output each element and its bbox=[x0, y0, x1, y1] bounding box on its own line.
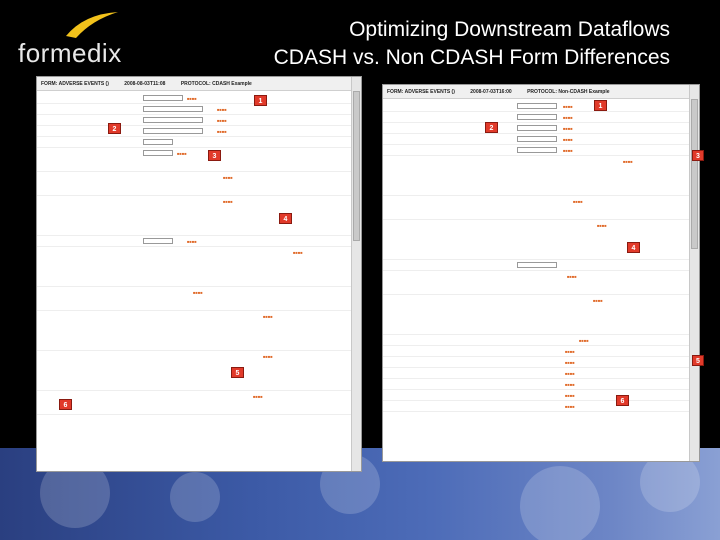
form-field[interactable] bbox=[517, 103, 557, 109]
field-tag: ■■■■ bbox=[573, 199, 583, 204]
form-row bbox=[37, 287, 351, 311]
form-field[interactable] bbox=[517, 147, 557, 153]
callout-left-5: 5 bbox=[231, 367, 244, 378]
form-field[interactable] bbox=[143, 95, 183, 101]
field-tag: ■■■■ bbox=[565, 393, 575, 398]
callout-left-3: 3 bbox=[208, 150, 221, 161]
callout-left-4: 4 bbox=[279, 213, 292, 224]
field-tag: ■■■■ bbox=[563, 115, 573, 120]
form-field[interactable] bbox=[517, 262, 557, 268]
form-row bbox=[383, 390, 689, 401]
non-cdash-form-content bbox=[383, 85, 689, 461]
field-tag: ■■■■ bbox=[563, 104, 573, 109]
non-cdash-form-header bbox=[383, 85, 689, 99]
callout-left-1: 1 bbox=[254, 95, 267, 106]
field-tag: ■■■■ bbox=[253, 394, 263, 399]
form-row bbox=[37, 311, 351, 351]
cdash-form-panel bbox=[36, 76, 362, 472]
form-row bbox=[37, 126, 351, 137]
field-tag: ■■■■ bbox=[565, 371, 575, 376]
field-tag: ■■■■ bbox=[563, 148, 573, 153]
callout-right-4: 4 bbox=[627, 242, 640, 253]
form-row bbox=[383, 335, 689, 346]
field-tag: ■■■■ bbox=[217, 118, 227, 123]
field-tag: ■■■■ bbox=[579, 338, 589, 343]
form-row bbox=[37, 115, 351, 126]
callout-right-3: 3 bbox=[692, 150, 704, 161]
form-row bbox=[383, 401, 689, 412]
slide-title bbox=[274, 16, 670, 72]
form-row bbox=[383, 379, 689, 390]
form-field[interactable] bbox=[517, 136, 557, 142]
title-line-1: Optimizing Downstream Dataflows bbox=[349, 18, 670, 41]
form-row bbox=[383, 145, 689, 156]
field-tag: ■■■■ bbox=[217, 107, 227, 112]
formedix-logo bbox=[18, 10, 138, 68]
callout-right-1: 1 bbox=[594, 100, 607, 111]
field-tag: ■■■■ bbox=[217, 129, 227, 134]
form-row bbox=[383, 260, 689, 271]
form-field[interactable] bbox=[143, 106, 203, 112]
footer-decoration bbox=[170, 472, 220, 522]
form-row bbox=[37, 148, 351, 172]
form-row bbox=[383, 271, 689, 295]
logo-swoosh-icon bbox=[62, 10, 122, 40]
field-tag: ■■■■ bbox=[597, 223, 607, 228]
cdash-form-scroll-thumb[interactable] bbox=[353, 91, 360, 241]
field-tag: ■■■■ bbox=[593, 298, 603, 303]
field-tag: ■■■■ bbox=[565, 360, 575, 365]
form-row bbox=[37, 104, 351, 115]
form-row bbox=[383, 196, 689, 220]
cdash-form-protocol: PROTOCOL: CDASH Example bbox=[180, 81, 252, 87]
cdash-form-date: 2008-08-03T11:08 bbox=[124, 81, 166, 87]
form-row bbox=[383, 346, 689, 357]
form-row bbox=[37, 236, 351, 247]
callout-right-6: 6 bbox=[616, 395, 629, 406]
form-row bbox=[37, 137, 351, 148]
field-tag: ■■■■ bbox=[263, 354, 273, 359]
callout-right-5: 5 bbox=[692, 355, 704, 366]
form-row bbox=[383, 156, 689, 196]
form-row bbox=[37, 247, 351, 287]
form-field[interactable] bbox=[517, 125, 557, 131]
non-cdash-form-date: 2008-07-03T16:00 bbox=[470, 89, 512, 95]
form-row bbox=[383, 220, 689, 260]
cdash-form-scrollbar[interactable] bbox=[351, 77, 361, 471]
field-tag: ■■■■ bbox=[565, 404, 575, 409]
form-row bbox=[383, 123, 689, 134]
form-row bbox=[37, 93, 351, 104]
callout-left-2: 2 bbox=[108, 123, 121, 134]
field-tag: ■■■■ bbox=[223, 199, 233, 204]
form-field[interactable] bbox=[143, 128, 203, 134]
field-tag: ■■■■ bbox=[565, 349, 575, 354]
logo-wordmark: formedix bbox=[18, 38, 122, 68]
field-tag: ■■■■ bbox=[293, 250, 303, 255]
form-row bbox=[383, 357, 689, 368]
cdash-form-content bbox=[37, 77, 351, 471]
title-line-2: CDASH vs. Non CDASH Form Differences bbox=[273, 46, 670, 69]
form-row bbox=[37, 196, 351, 236]
non-cdash-form-label: FORM: ADVERSE EVENTS () bbox=[387, 89, 455, 95]
field-tag: ■■■■ bbox=[565, 382, 575, 387]
field-tag: ■■■■ bbox=[563, 137, 573, 142]
form-row bbox=[37, 172, 351, 196]
footer-decoration bbox=[520, 466, 600, 540]
field-tag: ■■■■ bbox=[187, 96, 197, 101]
non-cdash-form-rows bbox=[383, 101, 689, 412]
non-cdash-form-scrollbar[interactable] bbox=[689, 85, 699, 461]
field-tag: ■■■■ bbox=[187, 239, 197, 244]
callout-left-6: 6 bbox=[59, 399, 72, 410]
field-tag: ■■■■ bbox=[567, 274, 577, 279]
cdash-form-header bbox=[37, 77, 351, 91]
non-cdash-form-protocol: PROTOCOL: Non-CDASH Example bbox=[527, 89, 610, 95]
form-row bbox=[383, 368, 689, 379]
field-tag: ■■■■ bbox=[623, 159, 633, 164]
cdash-form-rows bbox=[37, 93, 351, 415]
form-row bbox=[37, 351, 351, 391]
non-cdash-form-panel bbox=[382, 84, 700, 462]
form-field[interactable] bbox=[143, 238, 173, 244]
callout-right-2: 2 bbox=[485, 122, 498, 133]
form-row bbox=[383, 101, 689, 112]
form-field[interactable] bbox=[143, 150, 173, 156]
field-tag: ■■■■ bbox=[263, 314, 273, 319]
form-field[interactable] bbox=[517, 114, 557, 120]
form-field[interactable] bbox=[143, 117, 203, 123]
form-row bbox=[383, 134, 689, 145]
form-row bbox=[37, 391, 351, 415]
field-tag: ■■■■ bbox=[193, 290, 203, 295]
form-row bbox=[383, 112, 689, 123]
field-tag: ■■■■ bbox=[177, 151, 187, 156]
non-cdash-form-scroll-thumb[interactable] bbox=[691, 99, 698, 249]
field-tag: ■■■■ bbox=[563, 126, 573, 131]
cdash-form-label: FORM: ADVERSE EVENTS () bbox=[41, 81, 109, 87]
form-row bbox=[383, 295, 689, 335]
form-field[interactable] bbox=[143, 139, 173, 145]
field-tag: ■■■■ bbox=[223, 175, 233, 180]
